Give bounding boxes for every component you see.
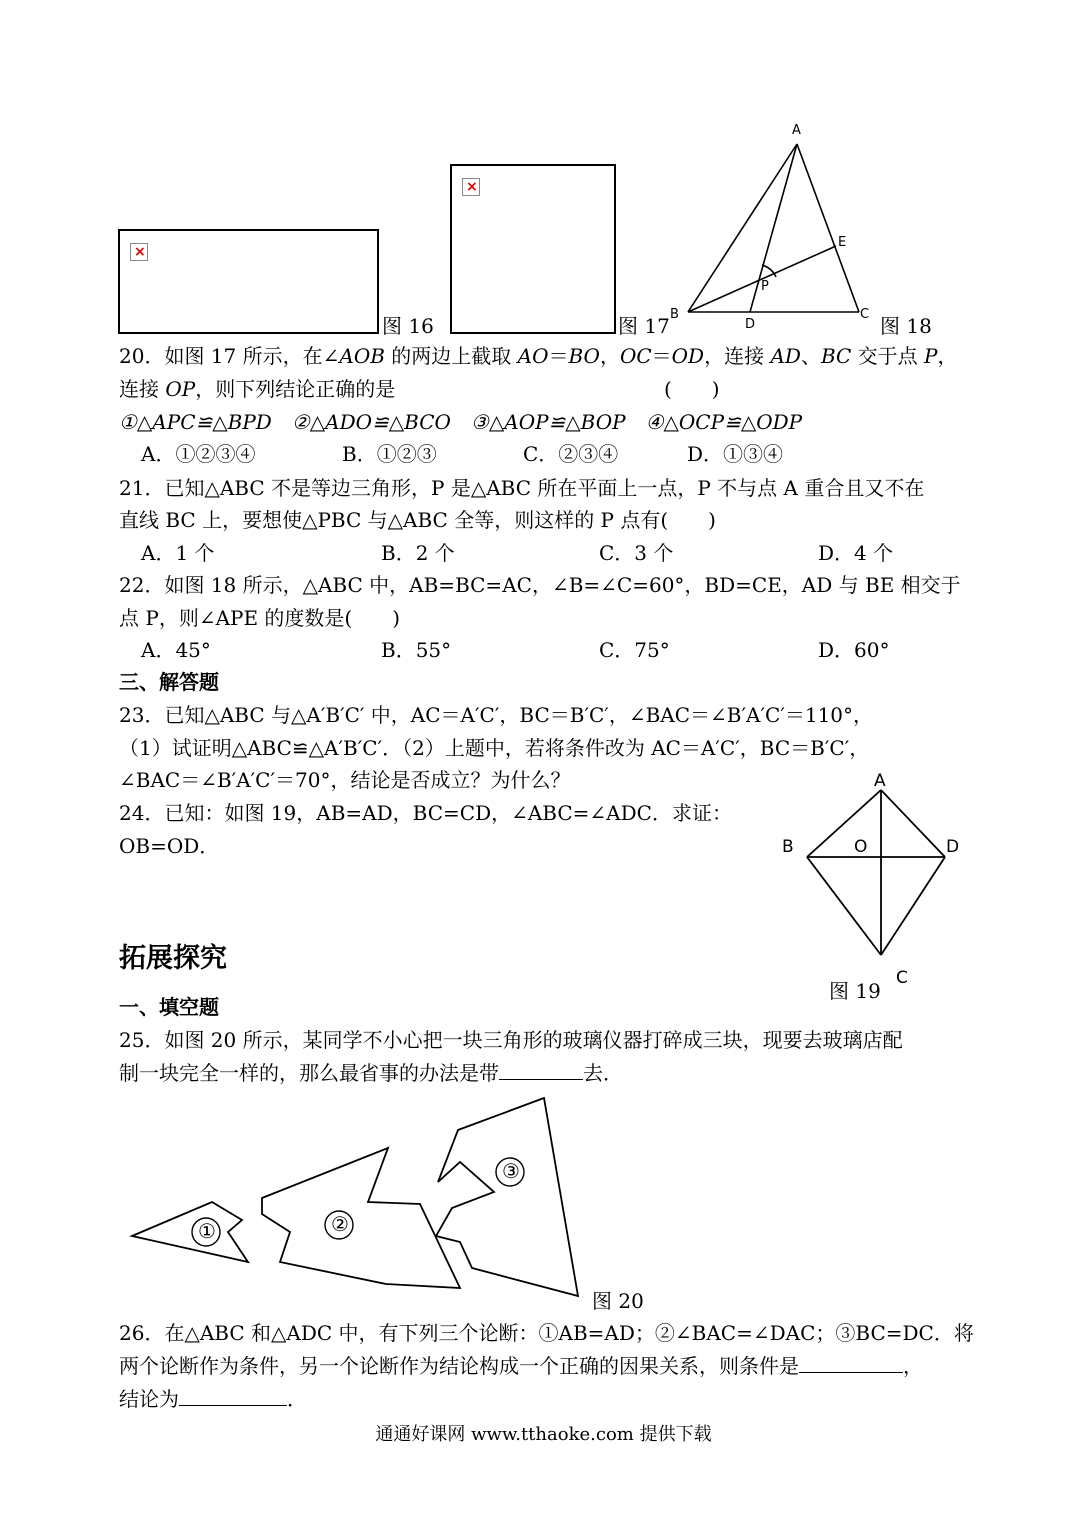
q20-statements: ①△APC≌△BPD ②△ADO≌△BCO ③△AOP≌△BOP ④△OCP≌△ODP xyxy=(119,410,803,434)
q25-line2: 制一块完全一样的，那么最省事的办法是带 去． xyxy=(119,1061,623,1085)
fig20-piece-3: ③ xyxy=(502,1159,520,1183)
fig20-piece-2: ② xyxy=(331,1212,349,1236)
q22-option-c: C．75° xyxy=(599,638,670,662)
broken-image-icon: × xyxy=(130,243,148,261)
q22-line1: 22．如图 18 所示，△ABC 中，AB=BC=AC，∠B=∠C=60°，BD=CE，AD 与 BE 相交于 xyxy=(119,573,961,597)
q26-line1: 26．在△ABC 和△ADC 中，有下列三个论断：①AB=AD；②∠BAC=∠DAC；③BC=DC．将 xyxy=(119,1321,974,1345)
fig18-triangle-diagram xyxy=(664,118,874,334)
fig18-label: 图 18 xyxy=(880,314,932,338)
fig19-point-c: C xyxy=(896,968,908,988)
fig18-point-e: E xyxy=(838,235,847,250)
q20-line1: 20．如图 17 所示，在∠AOB 的两边上截取 AO＝BO，OC＝OD，连接 AD、BC 交于点 P， xyxy=(119,344,958,368)
q22-option-d: D．60° xyxy=(818,638,890,662)
q25-line1: 25．如图 20 所示，某同学不小心把一块三角形的玻璃仪器打碎成三块，现要去玻璃店配 xyxy=(119,1028,903,1052)
q21-option-b: B．2 个 xyxy=(381,541,455,565)
fig18-point-a: A xyxy=(792,123,801,138)
fig19-point-a: A xyxy=(874,771,886,791)
fig19-label: 图 19 xyxy=(829,979,881,1003)
fig17-image-box xyxy=(450,164,616,334)
q25-answer-blank[interactable] xyxy=(499,1061,583,1080)
q21-line1: 21．已知△ABC 不是等边三角形，P 是△ABC 所在平面上一点，P 不与点 A 重合且又不在 xyxy=(119,476,925,500)
q23-line1: 23．已知△ABC 与△A′B′C′ 中，AC＝A′C′，BC＝B′C′，∠BAC＝∠B′A′C′＝110°， xyxy=(119,703,874,727)
fig19-point-d: D xyxy=(946,837,960,857)
fig16-label: 图 16 xyxy=(382,314,434,338)
q21-option-d: D．4 个 xyxy=(818,541,894,565)
q21-option-a: A．1 个 xyxy=(141,541,215,565)
q20-answer-paren: ( ) xyxy=(664,377,720,401)
section-title-answer-questions: 三、解答题 xyxy=(119,670,219,694)
page-footer: 通通好课网 www.tthaoke.com 提供下载 xyxy=(375,1424,712,1445)
fig18-point-c: C xyxy=(860,307,870,322)
q26-line3: 结论为 ． xyxy=(119,1387,307,1411)
q22-line2: 点 P，则∠APE 的度数是( ) xyxy=(119,606,401,630)
q20-line2: 连接 OP，则下列结论正确的是 xyxy=(119,377,396,401)
broken-image-icon: × xyxy=(462,178,480,196)
q26-conclusion-blank[interactable] xyxy=(179,1387,287,1406)
q26-line2: 两个论断作为条件，另一个论断作为结论构成一个正确的因果关系，则条件是 ， xyxy=(119,1354,923,1378)
q23-line3: ∠BAC＝∠B′A′C′＝70°，结论是否成立？为什么？ xyxy=(119,768,571,792)
fig20-label: 图 20 xyxy=(592,1289,644,1313)
q20-option-c: C．②③④ xyxy=(523,442,619,466)
q24-line2: OB=OD． xyxy=(119,834,220,858)
q23-line2: （1）试证明△ABC≌△A′B′C′．（2）上题中，若将条件改为 AC＝A′C′，BC＝B′C′， xyxy=(119,736,870,760)
fig19-point-b: B xyxy=(782,837,794,857)
q20-option-d: D．①③④ xyxy=(687,442,784,466)
q22-option-b: B．55° xyxy=(381,638,452,662)
fig19-point-o: O xyxy=(854,837,868,857)
section-title-fill-blank: 一、填空题 xyxy=(119,995,219,1019)
q22-option-a: A．45° xyxy=(141,638,211,662)
fig16-image-box xyxy=(118,229,379,334)
q20-option-a: A．①②③④ xyxy=(141,442,256,466)
fig18-point-p: P xyxy=(761,279,769,294)
fig20-piece-1: ① xyxy=(198,1219,216,1243)
q26-condition-blank[interactable] xyxy=(799,1354,903,1373)
fig20-glass-pieces-diagram xyxy=(120,1090,590,1300)
fig19-kite-diagram xyxy=(776,766,976,988)
q21-line2: 直线 BC 上，要想使△PBC 与△ABC 全等，则这样的 P 点有( ) xyxy=(119,508,716,532)
fig17-label: 图 17 xyxy=(618,314,670,338)
q24-line1: 24．已知：如图 19，AB=AD，BC=CD，∠ABC=∠ADC．求证： xyxy=(119,801,732,825)
extension-title: 拓展探究 xyxy=(119,943,227,974)
q20-option-b: B．①②③ xyxy=(342,442,437,466)
q21-option-c: C．3 个 xyxy=(599,541,674,565)
fig20-piece-1-label: ① xyxy=(196,1240,197,1241)
fig18-point-b: B xyxy=(670,307,679,322)
fig18-point-d: D xyxy=(745,317,756,332)
